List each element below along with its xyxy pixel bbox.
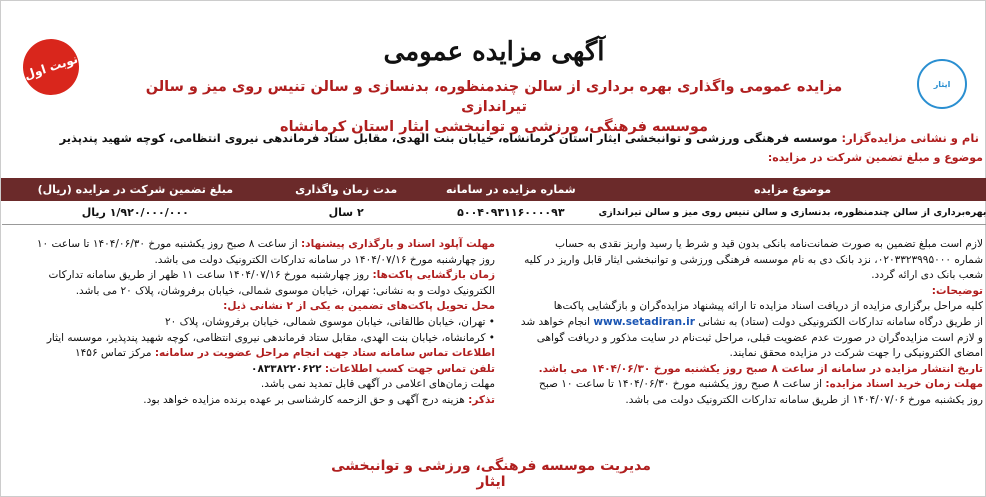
phone-label: تلفن تماس جهت کسب اطلاعات: <box>324 362 495 375</box>
right-column <box>507 237 983 409</box>
notes-text-4: امضای الکترونیکی را جهت شرکت در مزایده محقق نمایند. <box>729 347 983 360</box>
extension-note: مهلت زمان‌های اعلامی در آگهی قابل تمدید نمی باشد. <box>260 378 495 391</box>
setad-link[interactable]: www.setadiran.ir <box>593 315 695 328</box>
first-round-badge <box>16 32 87 103</box>
header-guarantee-amount: مبلغ تضمین شرکت در مزایده (ریال) <box>2 179 270 201</box>
opening-text-a: روز چهارشنبه مورخ ۱۴۰۴/۰۷/۱۶ ساعت ۱۱ ظهر از طریق سامانه تدارکات <box>48 269 370 282</box>
subject-section-label: موضوع و مبلغ تضمین شرکت در مزایده: <box>767 151 983 164</box>
header-duration: مدت زمان واگذاری <box>269 179 423 201</box>
purchase-label: مهلت زمان خرید اسناد مزایده: <box>825 378 983 391</box>
organizer-value: موسسه فرهنگی ورزشی و توانبخشی ایثار استان کرمانشاه، خیابان بنت الهدی، مقابل ستاد فرماندهی نیروی انتظامی، کوچه شهید پندپذیر <box>59 131 838 145</box>
notes-text-1: کلیه مراحل برگزاری مزایده از دریافت اسناد مزایده تا ارائه پیشنهاد مزایده‌گران و بازگشایی پاکت‌ها <box>553 300 983 313</box>
guarantee-text-1: لازم است مبلغ تضمین به صورت ضمانت‌نامه بانکی بدون قید و شرط یا رسید واریز نقدی به حساب <box>555 238 983 250</box>
upload-deadline <box>9 237 495 253</box>
subtitle-line-1: مزایده عمومی واگذاری بهره برداری از سالن چندمنظوره، بدنسازی و سالن تنیس روی میز و سالن تیراندازی <box>145 79 843 115</box>
upload-text-b: روز چهارشنبه مورخ ۱۴۰۴/۰۷/۱۶ در سامانه تدارکات الکترونیک دولت می باشد. <box>154 253 495 266</box>
phone-value: ۰۸۳۳۸۲۲۰۶۲۲ <box>251 362 322 375</box>
reminder-label: تذکر: <box>468 393 495 406</box>
notes-text-2 <box>507 315 983 331</box>
guarantee-text-2: شماره ۰۲۰۳۳۲۳۹۹۵۰۰۰، نزد بانک دی به نام موسسه فرهنگی ورزشی و توانبخشی ایثار قابل واریز در کلیه <box>524 253 983 266</box>
opening-label: زمان بازگشایی پاکت‌ها: <box>372 269 495 282</box>
upload-text-a: از ساعت ۸ صبح روز یکشنبه مورخ ۱۴۰۴/۰۶/۳۰ تا ساعت ۱۰ <box>36 238 298 250</box>
delivery-address-2: • کرمانشاه، خیابان بنت الهدی، مقابل ستاد فرماندهی نیروی انتظامی، کوچه شهید پندپذیر، موسسه ایثار <box>46 331 495 344</box>
page-title: آگهی مزایده عمومی <box>383 37 605 67</box>
upload-label: مهلت آپلود اسناد و بارگذاری پیشنهاد: <box>300 238 495 250</box>
setad-contact <box>9 346 495 362</box>
organization-logo-text: ایثار <box>933 79 951 89</box>
contact-label: اطلاعات تماس سامانه ستاد جهت انجام مراحل عضویت در سامانه: <box>154 347 495 360</box>
left-column <box>9 237 495 409</box>
header-subject: موضوع مزایده <box>599 179 986 201</box>
notes-text-2b: انجام خواهد شد <box>520 315 591 328</box>
notice-subtitle <box>111 77 877 137</box>
purchase-text-a: از ساعت ۸ صبح روز یکشنبه مورخ ۱۴۰۴/۰۶/۳۰ تا ساعت ۱۰ صبح <box>539 378 823 391</box>
auction-table <box>1 178 986 225</box>
purchase-text-b: روز یکشنبه مورخ ۱۴۰۴/۰۷/۰۶ از طریق سامانه تدارکات الکترونیک دولت می باشد. <box>625 393 983 406</box>
header-auction-number: شماره مزایده در سامانه <box>423 179 598 201</box>
opening-time <box>9 268 495 284</box>
notes-text-2a: از طریق درگاه سامانه تدارکات الکترونیکی دولت (ستاد) به نشانی <box>698 315 983 328</box>
footer-signature: مدیریت موسسه فرهنگی، ورزشی و توانبخشی ایثار <box>331 458 651 490</box>
table-header-row <box>2 179 986 201</box>
contact-value: مرکز تماس ۱۴۵۶ <box>75 347 152 360</box>
reminder <box>9 393 495 409</box>
cell-duration: ۲ سال <box>269 201 423 225</box>
cell-guarantee-amount: ۱/۹۲۰/۰۰۰/۰۰۰ ریال <box>2 201 270 225</box>
publish-date: تاریخ انتشار مزایده در سامانه از ساعت ۸ صبح روز یکشنبه مورخ ۱۴۰۴/۰۶/۳۰ می باشد. <box>538 362 983 375</box>
cell-auction-number: ۵۰۰۴۰۹۳۱۱۶۰۰۰۰۹۳ <box>423 201 598 225</box>
phone-info <box>9 362 495 378</box>
purchase-deadline <box>507 377 983 393</box>
guarantee-text-3: شعب بانک دی ارائه گردد. <box>871 269 983 282</box>
delivery-address-1: • تهران، خیابان طالقانی، خیابان موسوی شمالی، خیابان برفروشان، پلاک ۲۰ <box>164 315 495 328</box>
subtitle-line-2: موسسه فرهنگی، ورزشی و توانبخشی ایثار استان کرمانشاه <box>280 119 708 135</box>
organization-logo <box>917 59 967 109</box>
organizer-label: نام و نشانی مزایده‌گزار: <box>841 131 979 145</box>
notes-text-3: و لازم است مزایده‌گران در صورت عدم عضویت قبلی، مراحل ثبت‌نام در سایت مذکور و دریافت گواهی <box>536 331 983 344</box>
organizer-info <box>19 131 979 145</box>
badge-text: نوبت اول <box>22 51 80 83</box>
delivery-label: محل تحویل پاکت‌های تضمین به یکی از ۲ نشانی ذیل: <box>223 300 495 313</box>
table-row <box>2 201 986 225</box>
reminder-text: هزینه درج آگهی و حق الزحمه کارشناسی بر عهده برنده مزایده خواهد بود. <box>143 393 465 406</box>
opening-text-b: الکترونیک دولت و به نشانی: تهران، خیابان موسوی شمالی، خیابان برفروشان، پلاک ۲۰ می باشد. <box>75 284 495 297</box>
cell-subject: بهره‌برداری از سالن چندمنظوره، بدنسازی و سالن تنیس روی میز و سالن تیراندازی <box>599 201 986 225</box>
notes-label: توضیحات: <box>931 284 983 297</box>
